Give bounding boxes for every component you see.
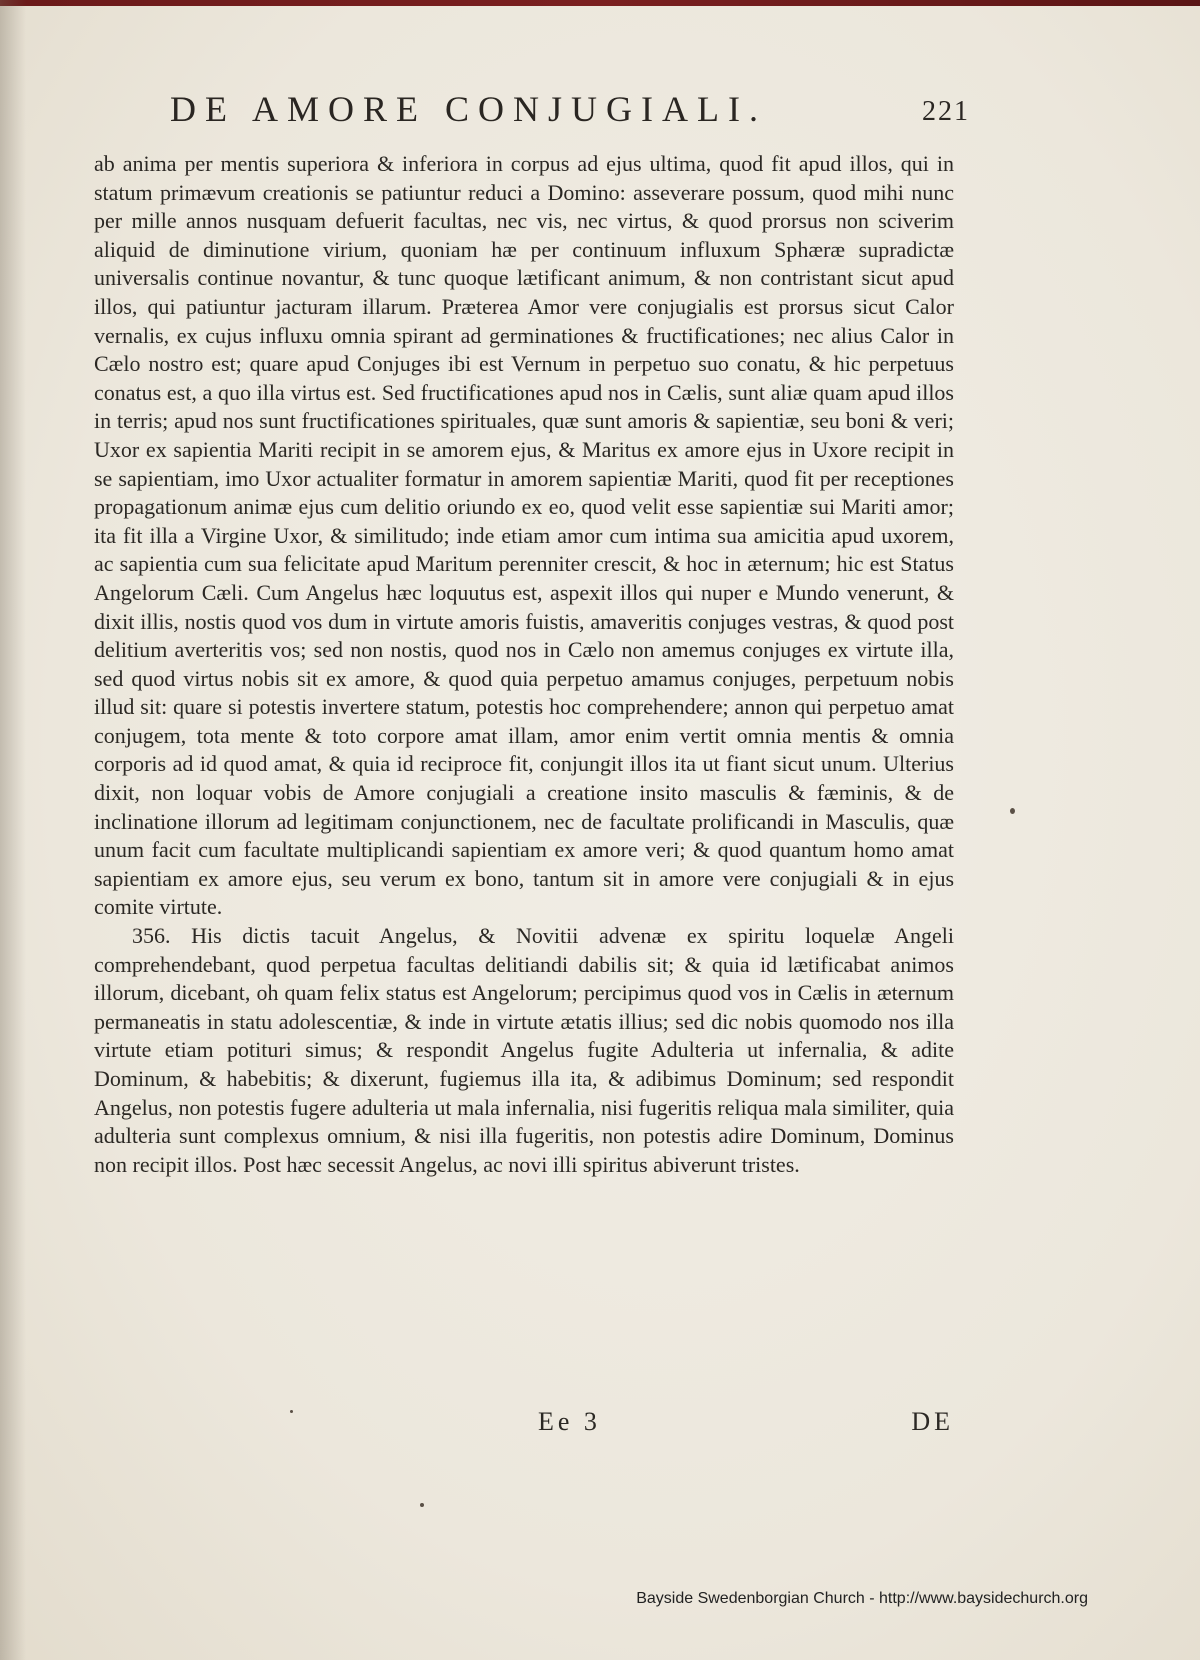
body-text bbox=[94, 150, 954, 1179]
running-title: DE AMORE CONJUGIALI. bbox=[170, 89, 767, 129]
catchword: DE bbox=[911, 1407, 954, 1436]
signature-mark: Ee 3 bbox=[538, 1407, 601, 1436]
page-top-edge bbox=[0, 0, 1200, 6]
running-header bbox=[150, 88, 970, 144]
gutter-shadow bbox=[0, 0, 26, 1660]
page-footer bbox=[94, 1407, 954, 1441]
paragraph: 356. His dictis tacuit Angelus, & Novitii advenæ ex spiritu loquelæ Angeli comprehendebant, quod perpetua facultas delitiandi dabilis sit; & quia id lætificabat animos illorum, dicebant, oh quam felix status est Angelorum; percipimus quod vos in Cælis in æternum permaneatis in statu adolescentiæ, & inde in virtute ætatis illius; sed dic nobis quomodo nos illa virtute etiam potituri simus; & respondit Angelus fugite Adulteria ut infernalia, & adite Dominum, & habebitis; & dixerunt, fugiemus illa ita, & adibimus Dominum; sed respondit Angelus, non potestis fugere adulteria ut mala infernalia, nisi fugeritis reliqua mala similiter, quia adulteria sunt complexus omnium, & nisi illa fugeritis, non potestis adire Dominum, Dominus non recipit illos. Post hæc secessit Angelus, ac novi illi spiritus abiverunt tristes. bbox=[94, 923, 954, 1177]
paragraph: ab anima per mentis superiora & inferiora in corpus ad ejus ultima, quod fit apud illos, qui in statum primævum creationis se patiuntur reduci a Domino: asseverare possum, quod mihi nunc per mille annos nusquam defuerit facultas, nec vis, nec virtus, & quod prorsus non sciverim aliquid de diminutione virium, quoniam hæ per continuum influxum Sphæræ supradictæ universalis continue novantur, & tunc quoque lætificant animum, & non contristant sicut apud illos, qui patiuntur jacturam illarum. Præterea Amor vere conjugialis est prorsus sicut Calor vernalis, ex cujus influxu omnia spirant ad germinationes & fructificationes; nec alius Calor in Cælo nostro est; quare apud Conjuges ibi est Vernum in perpetuo suo conatu, & hic perpetuus conatus est, a quo illa virtus est. Sed fructificationes apud nos in Cælis, sunt aliæ quam apud illos in terris; apud nos sunt fructificationes spirituales, quæ sunt amoris & sapientiæ, seu boni & veri; Uxor ex sapientia Mariti recipit in se amorem ejus, & Maritus ex amore ejus in Uxore recipit in se sapientiam, imo Uxor actualiter formatur in amorem sapientiæ Mariti, quod fit per receptiones propagationum animæ ejus cum delitio oriundo ex eo, quod velit esse sapientiæ sui Mariti amor; ita fit illa a Virgine Uxor, & similitudo; inde etiam amor cum intima sua amicitia apud uxorem, ac sapientia cum sua felicitate apud Maritum perenniter crescit, & hoc in æternum; hic est Status Angelorum Cæli. Cum Angelus hæc loquutus est, aspexit illos qui nuper e Mundo venerunt, & dixit illis, nostis quod vos dum in virtute amoris fuistis, amaveritis conjuges vestras, & quod post delitium averteritis vos; sed non nostis, quod nos in Cælo non amemus conjuges ex virtute illa, sed quod virtus nobis sit ex amore, & quod quia perpetuo amamus conjuges, perpetuum nobis illud sit: quare si potestis invertere statum, potestis hoc comprehendere; annon qui perpetuo amat conjugem, tota mente & toto corpore amat illam, amor enim vertit omnia mentis & omnia corporis ad id quod amat, & quia id reciproce fit, conjungit illos ita ut fiant sicut unum. Ulterius dixit, non loquar vobis de Amore conjugiali a creatione insito masculis & fæminis, & de inclinatione illorum ad legitimam conjunctionem, nec de facultate prolificandi in Masculis, quæ unum facit cum facultate multiplicandi sapientiam ex amore veri; & quod quantum homo amat sapientiam ex amore ejus, seu verum ex bono, tantum sit in amore vere conjugiali & in ejus comite virtute. bbox=[94, 151, 954, 920]
watermark-text: Bayside Swedenborgian Church - http://www.baysidechurch.org bbox=[636, 1590, 1088, 1607]
page-number: 221 bbox=[922, 96, 970, 127]
